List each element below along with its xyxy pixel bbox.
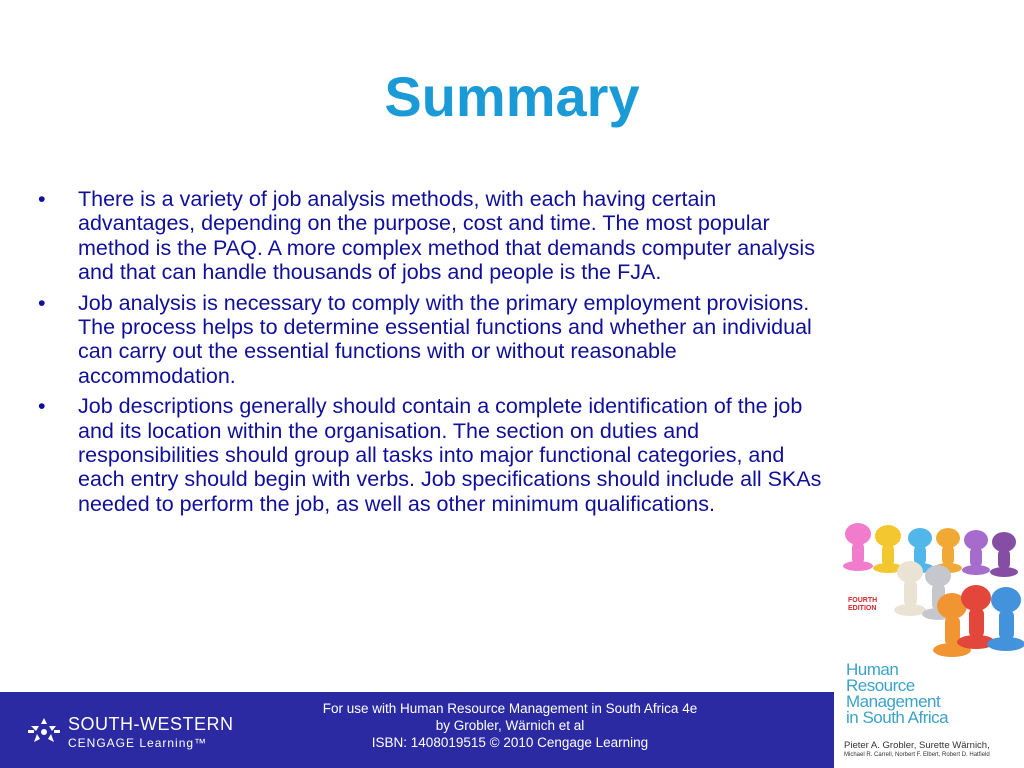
footer-line: For use with Human Resource Management in South Africa 4e: [322, 701, 698, 716]
cover-title-line: in South Africa: [846, 708, 949, 727]
edition-line: FOURTH: [848, 597, 878, 604]
bullet-marker: •: [38, 394, 46, 419]
bullet-list: [38, 187, 828, 522]
cover-title-line: Management: [846, 692, 941, 711]
bullet-item: [38, 291, 828, 389]
bullet-marker: •: [38, 290, 46, 315]
edition-line: EDITION: [848, 605, 877, 612]
publisher-logo: [26, 712, 246, 752]
cengage-star-icon: [26, 714, 62, 750]
game-pieces-illustration: [834, 520, 1024, 660]
logo-text-south-western: SOUTH-WESTERN: [68, 714, 234, 734]
cover-title: [846, 662, 948, 726]
bullet-text: There is a variety of job analysis methods, with each having certain advantages, depending on the purpose, cost and time. The most popular method is the PAQ. A more complex method that demands computer analysis and that can handle thousands of jobs and people is the FJA.: [78, 187, 815, 285]
bullet-text: Job analysis is necessary to comply with the primary employment provisions. The process helps to determine essential functions and whether an individual can carry out the essential functions with or without reasonable accommodation.: [78, 290, 812, 388]
footer-citation: [250, 700, 770, 751]
cover-authors-line: Michael R. Carrell, Norbert F. Elbert, Robert D. Hatfield: [844, 752, 990, 758]
bullet-item: [38, 187, 828, 285]
footer-line: ISBN: 1408019515 © 2010 Cengage Learning: [371, 735, 649, 750]
book-cover-image: [834, 520, 1024, 768]
cover-title-line: Resource: [846, 676, 915, 695]
bullet-item: [38, 394, 828, 516]
bullet-marker: •: [38, 187, 46, 211]
logo-text-cengage: CENGAGE Learning™: [68, 736, 208, 750]
cover-authors-line: Pieter A. Grobler, Surette Wärnich,: [844, 740, 990, 751]
cover-authors: [844, 740, 1024, 759]
footer-line: by Grobler, Wärnich et al: [435, 718, 585, 733]
slide-title: Summary: [384, 65, 640, 128]
bullet-text: Job descriptions generally should contain a complete identification of the job and its location within the organisation. The section on duties and responsibilities should group all tasks into major functional categories, and each entry should begin with verbs. Job specifications should include all SKAs needed to perform the job, as well as other minimum qualifications.: [78, 394, 822, 516]
cover-title-line: Human: [846, 660, 899, 679]
cover-edition-label: [848, 597, 877, 613]
